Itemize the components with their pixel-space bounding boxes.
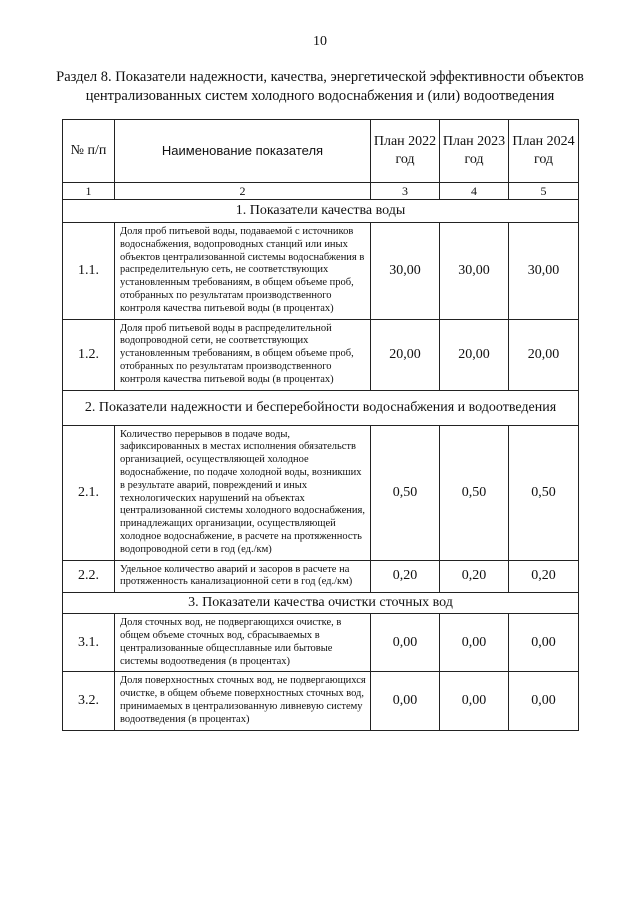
column-number: 3 bbox=[371, 183, 440, 200]
column-number: 4 bbox=[440, 183, 509, 200]
indicator-name: Количество перерывов в подаче воды, зафиксированных в местах исполнения обязательств организацией, осуществляющей холодное водоснабжение, по подаче холодной воды, возникших в результате аварий, повреждений и иных технологических нарушений на объектах централизованной системы холодного водоснабжения, принадлежащих организации, осуществляющей холодное водоснабжение, в расчете на протяженность водопроводной сети в год (ед./км) bbox=[115, 425, 371, 560]
plan-2024-value: 0,20 bbox=[509, 560, 579, 593]
column-number: 5 bbox=[509, 183, 579, 200]
row-number: 2.1. bbox=[63, 425, 115, 560]
page-number: 10 bbox=[313, 34, 327, 49]
group-title: 3. Показатели качества очистки сточных вод bbox=[63, 593, 579, 614]
plan-2022-value: 0,20 bbox=[371, 560, 440, 593]
column-number-row bbox=[63, 183, 579, 200]
plan-2023-value: 0,20 bbox=[440, 560, 509, 593]
plan-2024-value: 0,50 bbox=[509, 425, 579, 560]
row-number: 2.2. bbox=[63, 560, 115, 593]
table-row bbox=[63, 672, 579, 730]
plan-2022-value: 30,00 bbox=[371, 223, 440, 320]
plan-2023-value: 0,00 bbox=[440, 614, 509, 672]
plan-2023-value: 30,00 bbox=[440, 223, 509, 320]
group-row bbox=[63, 390, 579, 425]
indicator-name: Доля проб питьевой воды, подаваемой с источников водоснабжения, водопроводных станций или иных объектов централизованной системы водоснабжения в распределительную сеть, не соответствующих установленным требованиям, в общем объеме проб, отобранных по результатам производственного контроля качества питьевой воды (в процентах) bbox=[115, 223, 371, 320]
row-number: 1.2. bbox=[63, 319, 115, 390]
group-title: 2. Показатели надежности и бесперебойности водоснабжения и водоотведения bbox=[63, 390, 579, 425]
table-row bbox=[63, 560, 579, 593]
header-name: Наименование показателя bbox=[115, 120, 371, 183]
plan-2023-value: 0,00 bbox=[440, 672, 509, 730]
plan-2024-value: 0,00 bbox=[509, 672, 579, 730]
plan-2024-value: 20,00 bbox=[509, 319, 579, 390]
plan-2024-value: 30,00 bbox=[509, 223, 579, 320]
plan-2024-value: 0,00 bbox=[509, 614, 579, 672]
group-row bbox=[63, 593, 579, 614]
header-plan-2023: План 2023 год bbox=[440, 120, 509, 183]
plan-2022-value: 0,00 bbox=[371, 672, 440, 730]
table-row bbox=[63, 223, 579, 320]
plan-2023-value: 20,00 bbox=[440, 319, 509, 390]
row-number: 1.1. bbox=[63, 223, 115, 320]
header-plan-2022: План 2022 год bbox=[371, 120, 440, 183]
table-header-row bbox=[63, 120, 579, 183]
indicator-name: Удельное количество аварий и засоров в расчете на протяженность канализационной сети в год (ед./км) bbox=[115, 560, 371, 593]
indicator-name: Доля проб питьевой воды в распределительной водопроводной сети, не соответствующих установленным требованиям, в общем объеме проб, отобранных по результатам производственного контроля качества питьевой воды (в процентах) bbox=[115, 319, 371, 390]
section-title: Раздел 8. Показатели надежности, качества, энергетической эффективности объектов централизованных систем холодного водоснабжения и (или) водоотведения bbox=[56, 69, 584, 104]
row-number: 3.1. bbox=[63, 614, 115, 672]
indicators-table bbox=[62, 119, 579, 731]
plan-2022-value: 0,00 bbox=[371, 614, 440, 672]
table-row bbox=[63, 425, 579, 560]
header-num: № п/п bbox=[63, 120, 115, 183]
table-row bbox=[63, 319, 579, 390]
column-number: 1 bbox=[63, 183, 115, 200]
indicator-name: Доля сточных вод, не подвергающихся очистке, в общем объеме сточных вод, сбрасываемых в централизованные общесплавные или бытовые системы водоотведения (в процентах) bbox=[115, 614, 371, 672]
plan-2022-value: 0,50 bbox=[371, 425, 440, 560]
plan-2023-value: 0,50 bbox=[440, 425, 509, 560]
row-number: 3.2. bbox=[63, 672, 115, 730]
group-row bbox=[63, 200, 579, 223]
table-row bbox=[63, 614, 579, 672]
header-plan-2024: План 2024 год bbox=[509, 120, 579, 183]
column-number: 2 bbox=[115, 183, 371, 200]
plan-2022-value: 20,00 bbox=[371, 319, 440, 390]
group-title: 1. Показатели качества воды bbox=[63, 200, 579, 223]
indicator-name: Доля поверхностных сточных вод, не подвергающихся очистке, в общем объеме поверхностных сточных вод, принимаемых в централизованную ливневую систему водоотведения (в процентах) bbox=[115, 672, 371, 730]
